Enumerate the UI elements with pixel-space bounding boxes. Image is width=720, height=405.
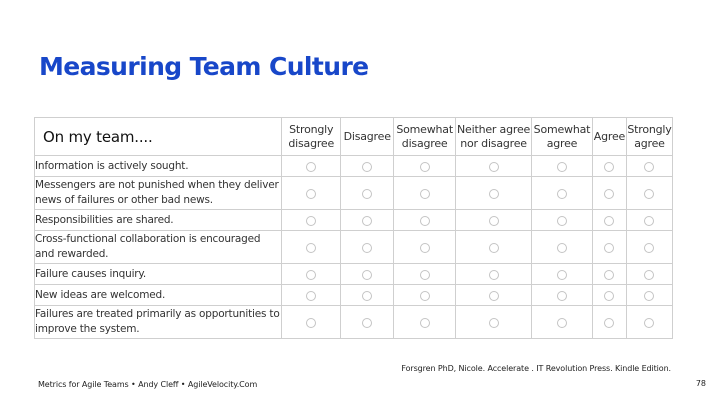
- radio-cell: [394, 306, 456, 339]
- radio-button[interactable]: [306, 318, 316, 328]
- radio-button[interactable]: [306, 216, 316, 226]
- header-row: [35, 118, 673, 156]
- column-header-agree: Agree: [592, 118, 626, 156]
- radio-button[interactable]: [557, 162, 567, 172]
- slide-title: Measuring Team Culture: [39, 52, 369, 81]
- radio-button[interactable]: [604, 189, 614, 199]
- radio-cell: [592, 285, 626, 306]
- radio-cell: [531, 156, 592, 177]
- radio-cell: [282, 264, 341, 285]
- radio-cell: [456, 210, 532, 231]
- table-row: [35, 210, 673, 231]
- radio-button[interactable]: [489, 243, 499, 253]
- radio-button[interactable]: [644, 270, 654, 280]
- statement-text: Messengers are not punished when they deliver news of failures or other bad news.: [35, 177, 282, 210]
- radio-cell: [456, 177, 532, 210]
- radio-button[interactable]: [420, 216, 430, 226]
- radio-cell: [456, 285, 532, 306]
- radio-button[interactable]: [489, 216, 499, 226]
- statement-text: Failures are treated primarily as opportunities to improve the system.: [35, 306, 282, 339]
- radio-cell: [592, 264, 626, 285]
- column-header-strongly-agree: Strongly agree: [626, 118, 672, 156]
- radio-button[interactable]: [644, 243, 654, 253]
- radio-cell: [531, 177, 592, 210]
- radio-button[interactable]: [644, 291, 654, 301]
- radio-button[interactable]: [644, 162, 654, 172]
- radio-cell: [394, 177, 456, 210]
- radio-cell: [394, 156, 456, 177]
- radio-cell: [341, 210, 394, 231]
- statement-text: Information is actively sought.: [35, 156, 282, 177]
- radio-cell: [282, 285, 341, 306]
- radio-button[interactable]: [604, 162, 614, 172]
- radio-cell: [394, 210, 456, 231]
- radio-cell: [456, 264, 532, 285]
- radio-cell: [626, 264, 672, 285]
- column-header-somewhat-agree: Somewhat agree: [531, 118, 592, 156]
- radio-cell: [456, 156, 532, 177]
- column-header-strongly-disagree: Strongly disagree: [282, 118, 341, 156]
- radio-cell: [531, 231, 592, 264]
- radio-button[interactable]: [489, 270, 499, 280]
- radio-cell: [394, 285, 456, 306]
- page-number: 78: [695, 379, 706, 388]
- radio-button[interactable]: [489, 291, 499, 301]
- radio-cell: [592, 231, 626, 264]
- radio-cell: [394, 231, 456, 264]
- radio-cell: [341, 285, 394, 306]
- radio-button[interactable]: [489, 189, 499, 199]
- statement-text: Responsibilities are shared.: [35, 210, 282, 231]
- radio-button[interactable]: [644, 216, 654, 226]
- radio-cell: [341, 231, 394, 264]
- radio-cell: [531, 264, 592, 285]
- radio-button[interactable]: [489, 318, 499, 328]
- radio-button[interactable]: [604, 318, 614, 328]
- radio-button[interactable]: [604, 291, 614, 301]
- radio-button[interactable]: [420, 189, 430, 199]
- radio-cell: [592, 177, 626, 210]
- radio-button[interactable]: [306, 270, 316, 280]
- radio-cell: [282, 210, 341, 231]
- radio-button[interactable]: [489, 162, 499, 172]
- radio-button[interactable]: [644, 189, 654, 199]
- radio-cell: [626, 285, 672, 306]
- radio-button[interactable]: [604, 243, 614, 253]
- radio-cell: [531, 306, 592, 339]
- radio-button[interactable]: [362, 162, 372, 172]
- radio-button[interactable]: [420, 318, 430, 328]
- survey-prompt: On my team....: [35, 118, 282, 156]
- table-row: [35, 306, 673, 339]
- column-header-disagree: Disagree: [341, 118, 394, 156]
- radio-button[interactable]: [362, 243, 372, 253]
- radio-cell: [626, 231, 672, 264]
- radio-cell: [531, 285, 592, 306]
- radio-button[interactable]: [557, 216, 567, 226]
- radio-button[interactable]: [557, 243, 567, 253]
- radio-cell: [282, 306, 341, 339]
- table-row: [35, 156, 673, 177]
- table-row: [35, 177, 673, 210]
- footer-text: Metrics for Agile Teams • Andy Cleff • AgileVelocity.Com: [38, 380, 258, 389]
- statement-text: New ideas are welcomed.: [35, 285, 282, 306]
- radio-cell: [341, 264, 394, 285]
- radio-cell: [626, 177, 672, 210]
- radio-button[interactable]: [306, 189, 316, 199]
- radio-button[interactable]: [644, 318, 654, 328]
- radio-button[interactable]: [420, 243, 430, 253]
- radio-button[interactable]: [362, 189, 372, 199]
- radio-button[interactable]: [362, 270, 372, 280]
- radio-button[interactable]: [604, 270, 614, 280]
- radio-cell: [282, 156, 341, 177]
- radio-cell: [531, 210, 592, 231]
- radio-button[interactable]: [306, 291, 316, 301]
- radio-cell: [394, 264, 456, 285]
- radio-button[interactable]: [420, 291, 430, 301]
- radio-button[interactable]: [557, 189, 567, 199]
- radio-cell: [592, 156, 626, 177]
- radio-button[interactable]: [557, 291, 567, 301]
- citation: Forsgren PhD, Nicole. Accelerate . IT Revolution Press. Kindle Edition.: [401, 364, 671, 373]
- radio-cell: [456, 231, 532, 264]
- radio-button[interactable]: [557, 318, 567, 328]
- radio-button[interactable]: [362, 318, 372, 328]
- radio-cell: [282, 231, 341, 264]
- radio-button[interactable]: [362, 291, 372, 301]
- table-row: [35, 231, 673, 264]
- radio-cell: [626, 210, 672, 231]
- radio-cell: [341, 306, 394, 339]
- radio-button[interactable]: [306, 162, 316, 172]
- statement-text: Failure causes inquiry.: [35, 264, 282, 285]
- radio-cell: [282, 177, 341, 210]
- radio-cell: [341, 156, 394, 177]
- radio-cell: [341, 177, 394, 210]
- radio-cell: [592, 306, 626, 339]
- survey-table: [34, 117, 673, 339]
- radio-cell: [456, 306, 532, 339]
- radio-button[interactable]: [362, 216, 372, 226]
- column-header-neither: Neither agree nor disagree: [456, 118, 532, 156]
- table-row: [35, 285, 673, 306]
- radio-button[interactable]: [604, 216, 614, 226]
- radio-button[interactable]: [420, 270, 430, 280]
- statement-text: Cross-functional collaboration is encouraged and rewarded.: [35, 231, 282, 264]
- column-header-somewhat-disagree: Somewhat disagree: [394, 118, 456, 156]
- radio-button[interactable]: [557, 270, 567, 280]
- radio-cell: [626, 156, 672, 177]
- radio-button[interactable]: [420, 162, 430, 172]
- table-row: [35, 264, 673, 285]
- radio-cell: [592, 210, 626, 231]
- radio-cell: [626, 306, 672, 339]
- radio-button[interactable]: [306, 243, 316, 253]
